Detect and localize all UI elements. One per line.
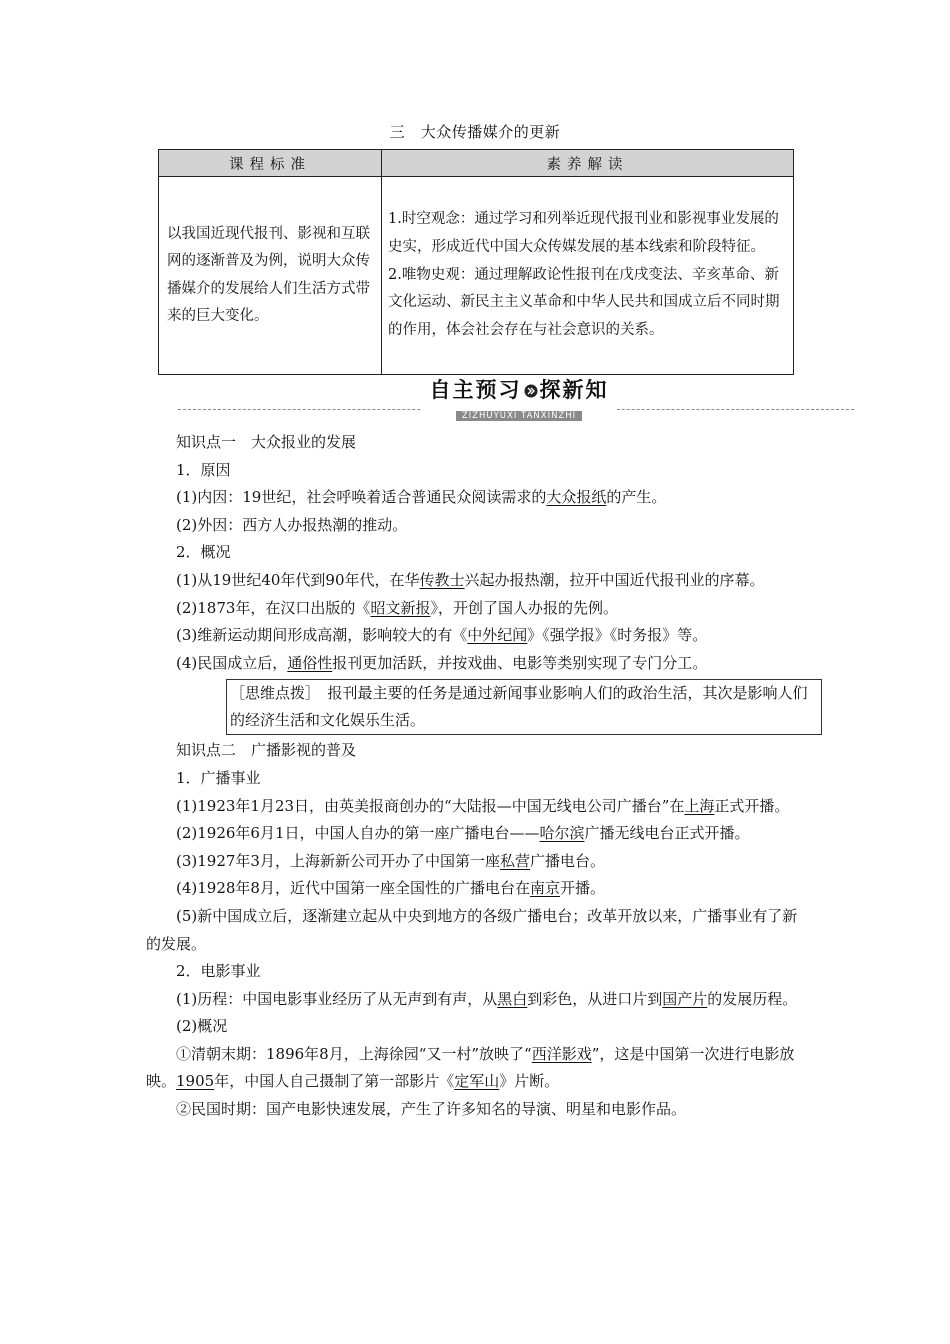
paragraph: (1)从19世纪40年代到90年代，在华传教士兴起办报热潮，拉开中国近代报刊业的序幕。 — [176, 570, 765, 589]
paragraph: (5)新中国成立后，逐渐建立起从中央到地方的各级广播电台；改革开放以来，广播事业有了新的发展。 — [146, 906, 798, 953]
main-content — [146, 429, 811, 1124]
page-title: 三 大众传播媒介的更新 — [389, 123, 561, 141]
answer-blank: 西洋影戏 — [531, 1044, 592, 1063]
paragraph: (4)民国成立后，通俗性报刊更加活跃，并按戏曲、电影等类别实现了专门分工。 — [176, 653, 708, 672]
literacy-item-2: 2.唯物史观：通过理解政论性报刊在戊戌变法、辛亥革命、新文化运动、新民主主义革命和中华人民共和国成立后不同时期的作用，体会社会存在与社会意识的关系。 — [388, 266, 780, 339]
paragraph: (2)外因：西方人办报热潮的推动。 — [176, 515, 408, 534]
paragraph: ①清朝末期：1896年8月，上海徐园“又一村”放映了“西洋影戏”，这是中国第一次进行电影放映。1905年，中国人自己摄制了第一部影片《定军山》片断。 — [146, 1044, 795, 1091]
paragraph: (1)1923年1月23日，由英美报商创办的“大陆报—中国无线电公司广播台”在上海正式开播。 — [176, 796, 790, 815]
answer-blank: 传教士 — [419, 570, 465, 589]
banner-title-b: 探新知 — [539, 378, 609, 402]
literacy-item-1: 1.时空观念：通过学习和列举近现代报刊业和影视事业发展的史实，形成近代中国大众传媒发展的基本线索和阶段特征。 — [388, 211, 779, 255]
section-heading: 知识点二 广播影视的普及 — [176, 741, 357, 760]
paragraph: (1)内因：19世纪，社会呼唤着适合普通民众阅读需求的大众报纸的产生。 — [176, 488, 667, 507]
answer-blank: 通俗性 — [287, 653, 333, 672]
answer-blank: 黑白 — [497, 989, 528, 1008]
answer-blank: 上海 — [684, 796, 715, 815]
curriculum-table — [158, 149, 794, 375]
banner-title — [421, 377, 617, 403]
answer-blank: 1905 — [176, 1072, 215, 1091]
section-banner — [178, 377, 854, 419]
double-chevron-icon — [524, 384, 538, 398]
banner-label — [421, 377, 617, 421]
answer-blank: 大众报纸 — [546, 488, 607, 507]
answer-blank: 哈尔滨 — [539, 824, 585, 843]
paragraph: (2)1873年，在汉口出版的《昭文新报》，开创了国人办报的先例。 — [176, 598, 618, 617]
paragraph: (2)1926年6月1日，中国人自办的第一座广播电台——哈尔滨广播无线电台正式开播。 — [176, 824, 750, 843]
paragraph: (4)1928年8月，近代中国第一座全国性的广播电台在南京开播。 — [176, 879, 605, 898]
paragraph: (2)概况 — [176, 1017, 228, 1036]
table-cell-standard: 以我国近现代报刊、影视和互联网的逐渐普及为例，说明大众传播媒介的发展给人们生活方式带来的巨大变化。 — [159, 177, 382, 375]
paragraph: (1)历程：中国电影事业经历了从无声到有声，从黑白到彩色，从进口片到国产片的发展历程。 — [176, 989, 798, 1008]
banner-subtitle: ZIZHUYUXI TANXINZHI — [456, 411, 582, 421]
paragraph: (3)1927年3月，上海新新公司开办了中国第一座私营广播电台。 — [176, 851, 605, 870]
section-heading: 知识点一 大众报业的发展 — [176, 433, 357, 451]
subheading: 1．原因 — [176, 460, 231, 479]
answer-blank: 南京 — [529, 879, 560, 898]
thinking-tip-box: ［思维点拨］ 报刊最主要的任务是通过新闻事业影响人们的政治生活，其次是影响人们的经济生活和文化娱乐生活。 — [226, 679, 822, 735]
paragraph: ②民国时期：国产电影快速发展，产生了许多知名的导演、明星和电影作品。 — [176, 1100, 687, 1119]
answer-blank: 私营 — [499, 851, 530, 870]
paragraph: (3)维新运动期间形成高潮，影响较大的有《中外纪闻》《强学报》《时务报》等。 — [176, 626, 708, 645]
banner-title-a: 自主预习 — [429, 378, 522, 402]
answer-blank: 定军山 — [454, 1072, 500, 1091]
answer-blank: 中外纪闻 — [467, 626, 528, 645]
subheading: 2．概况 — [176, 543, 231, 562]
answer-blank: 国产片 — [662, 989, 708, 1008]
subheading: 1．广播事业 — [176, 768, 261, 787]
answer-blank: 昭文新报 — [370, 598, 431, 617]
table-header-literacy: 素养解读 — [382, 150, 794, 177]
subheading: 2．电影事业 — [176, 962, 261, 981]
table-cell-literacy — [382, 177, 794, 375]
table-header-standard: 课程标准 — [159, 150, 382, 177]
